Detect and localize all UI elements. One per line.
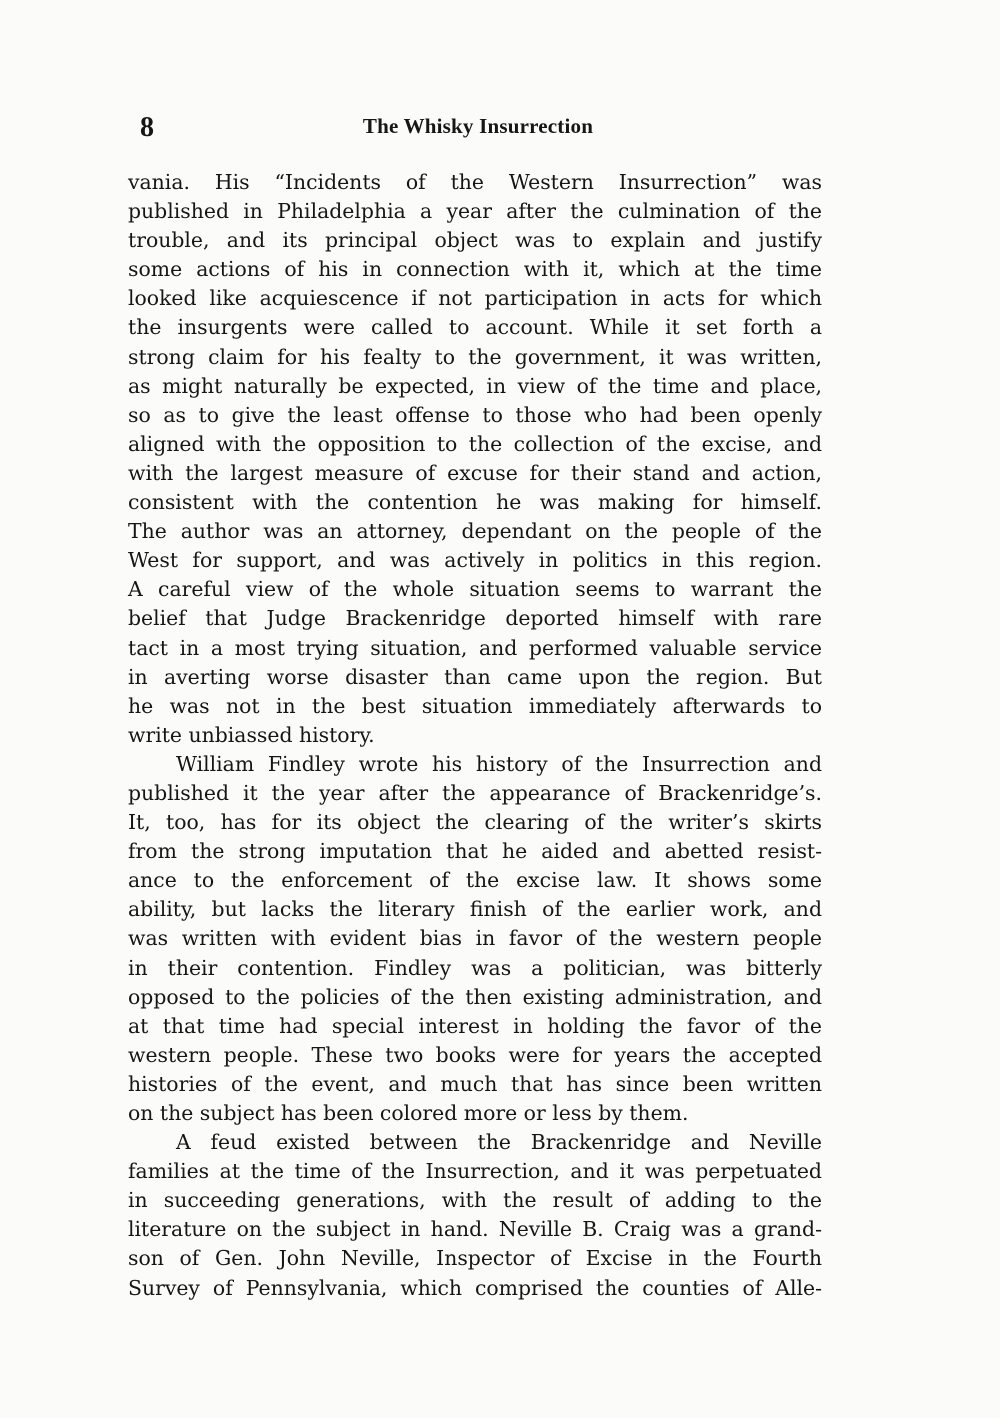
text-line: as might naturally be expected, in view of the time and place, xyxy=(128,373,822,398)
text-line: consistent with the contention he was making for himself. xyxy=(128,490,822,515)
text-line: Survey of Pennsylvania, which comprised the counties of Alle- xyxy=(128,1275,822,1300)
text-line: in averting worse disaster than came upon the region. But xyxy=(128,664,822,689)
text-line: on the subject has been colored more or less by them. xyxy=(128,1101,689,1125)
text-line: strong claim for his fealty to the government, it was written, xyxy=(128,344,822,369)
text-line: The author was an attorney, dependant on the people of the xyxy=(128,519,822,544)
text-line: western people. These two books were for years the accepted xyxy=(128,1042,822,1067)
text-line: literature on the subject in hand. Neville B. Craig was a grand- xyxy=(128,1217,822,1242)
text-line: in their contention. Findley was a politician, was bitterly xyxy=(128,955,822,980)
text-line: opposed to the policies of the then existing administration, and xyxy=(128,984,822,1009)
text-line: the insurgents were called to account. While it set forth a xyxy=(128,315,822,340)
text-line: aligned with the opposition to the collection of the excise, and xyxy=(128,431,822,456)
text-line: published in Philadelphia a year after the culmination of the xyxy=(128,199,822,224)
text-line: histories of the event, and much that has since been written xyxy=(128,1071,822,1096)
text-line: so as to give the least offense to those who had been openly xyxy=(128,402,822,427)
text-line: from the strong imputation that he aided and abetted resist- xyxy=(128,839,822,864)
text-line: tact in a most trying situation, and performed valuable service xyxy=(128,635,822,660)
text-line: looked like acquiescence if not participation in acts for which xyxy=(128,286,822,311)
text-line: William Findley wrote his history of the Insurrection and xyxy=(176,751,822,776)
page-header xyxy=(128,112,828,144)
text-line: with the largest measure of excuse for their stand and action, xyxy=(128,460,822,485)
text-line: son of Gen. John Neville, Inspector of Excise in the Fourth xyxy=(128,1246,822,1271)
page-number: 8 xyxy=(140,112,154,143)
text-line: vania. His “Incidents of the Western Insurrection” was xyxy=(128,170,822,194)
text-line: It, too, has for its object the clearing of the writer’s skirts xyxy=(128,810,822,835)
body-text xyxy=(128,168,822,1303)
text-line: A careful view of the whole situation seems to warrant the xyxy=(128,577,822,602)
text-line: he was not in the best situation immediately afterwards to xyxy=(128,693,822,718)
text-line: A feud existed between the Brackenridge and Neville xyxy=(176,1130,822,1155)
text-line: was written with evident bias in favor of the western people xyxy=(128,926,822,951)
text-line: trouble, and its principal object was to explain and justify xyxy=(128,228,822,253)
running-title: The Whisky Insurrection xyxy=(362,114,594,138)
text-line: at that time had special interest in holding the favor of the xyxy=(128,1013,822,1038)
text-line: in succeeding generations, with the result of adding to the xyxy=(128,1188,822,1213)
text-line: ance to the enforcement of the excise law. It shows some xyxy=(128,868,822,893)
text-line: write unbiassed history. xyxy=(128,722,375,747)
text-line: belief that Judge Brackenridge deported himself with rare xyxy=(128,606,822,631)
text-line: West for support, and was actively in politics in this region. xyxy=(128,548,822,573)
text-line: ability, but lacks the literary finish of the earlier work, and xyxy=(128,897,822,922)
text-line: published it the year after the appearance of Brackenridge’s. xyxy=(128,780,822,805)
text-line: families at the time of the Insurrection, and it was perpetuated xyxy=(128,1159,822,1184)
text-line: some actions of his in connection with it, which at the time xyxy=(128,257,822,282)
